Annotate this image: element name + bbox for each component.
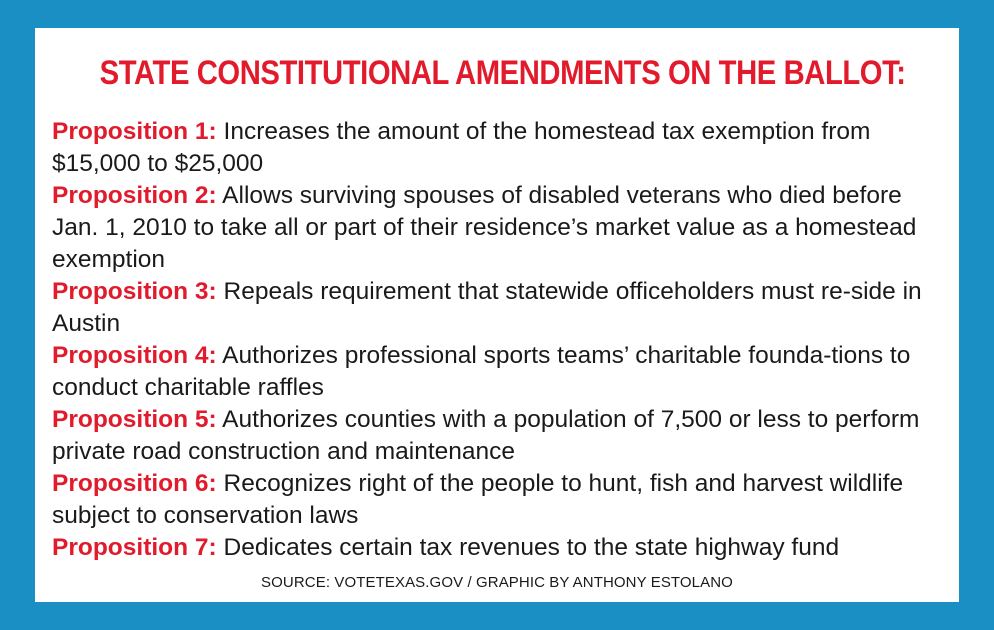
proposition-text: Authorizes counties with a population of 7,500 or less to perform private road construction and maintenance	[52, 406, 920, 465]
proposition-label: Proposition 2:	[52, 182, 217, 209]
proposition-item-6	[52, 468, 945, 532]
proposition-list	[52, 116, 945, 564]
proposition-item-2	[52, 180, 945, 276]
proposition-text: Allows surviving spouses of disabled veterans who died before Jan. 1, 2010 to take all or part of their residence’s market value as a homestead exemption	[52, 182, 917, 273]
proposition-label: Proposition 1:	[52, 118, 217, 145]
proposition-text: Repeals requirement that statewide officeholders must re-side in Austin	[52, 278, 922, 337]
source-credit: SOURCE: VOTETEXAS.GOV / GRAPHIC BY ANTHONY ESTOLANO	[261, 574, 733, 591]
proposition-text: Increases the amount of the homestead tax exemption from $15,000 to $25,000	[52, 118, 871, 177]
proposition-item-1	[52, 116, 945, 180]
proposition-item-7	[52, 532, 945, 564]
proposition-text: Dedicates certain tax revenues to the state highway fund	[223, 534, 840, 561]
proposition-text: Authorizes professional sports teams’ charitable founda-tions to conduct charitable raffles	[52, 342, 911, 401]
proposition-label: Proposition 3:	[52, 278, 217, 305]
proposition-label: Proposition 5:	[52, 406, 217, 433]
proposition-label: Proposition 7:	[52, 534, 217, 561]
proposition-label: Proposition 6:	[52, 470, 217, 497]
graphic-title: STATE CONSTITUTIONAL AMENDMENTS ON THE BALLOT:	[99, 54, 906, 92]
proposition-item-3	[52, 276, 945, 340]
ballot-graphic-panel	[35, 28, 959, 602]
proposition-label: Proposition 4:	[52, 342, 217, 369]
proposition-text: Recognizes right of the people to hunt, fish and harvest wildlife subject to conservation laws	[52, 470, 904, 529]
proposition-item-4	[52, 340, 945, 404]
proposition-item-5	[52, 404, 945, 468]
